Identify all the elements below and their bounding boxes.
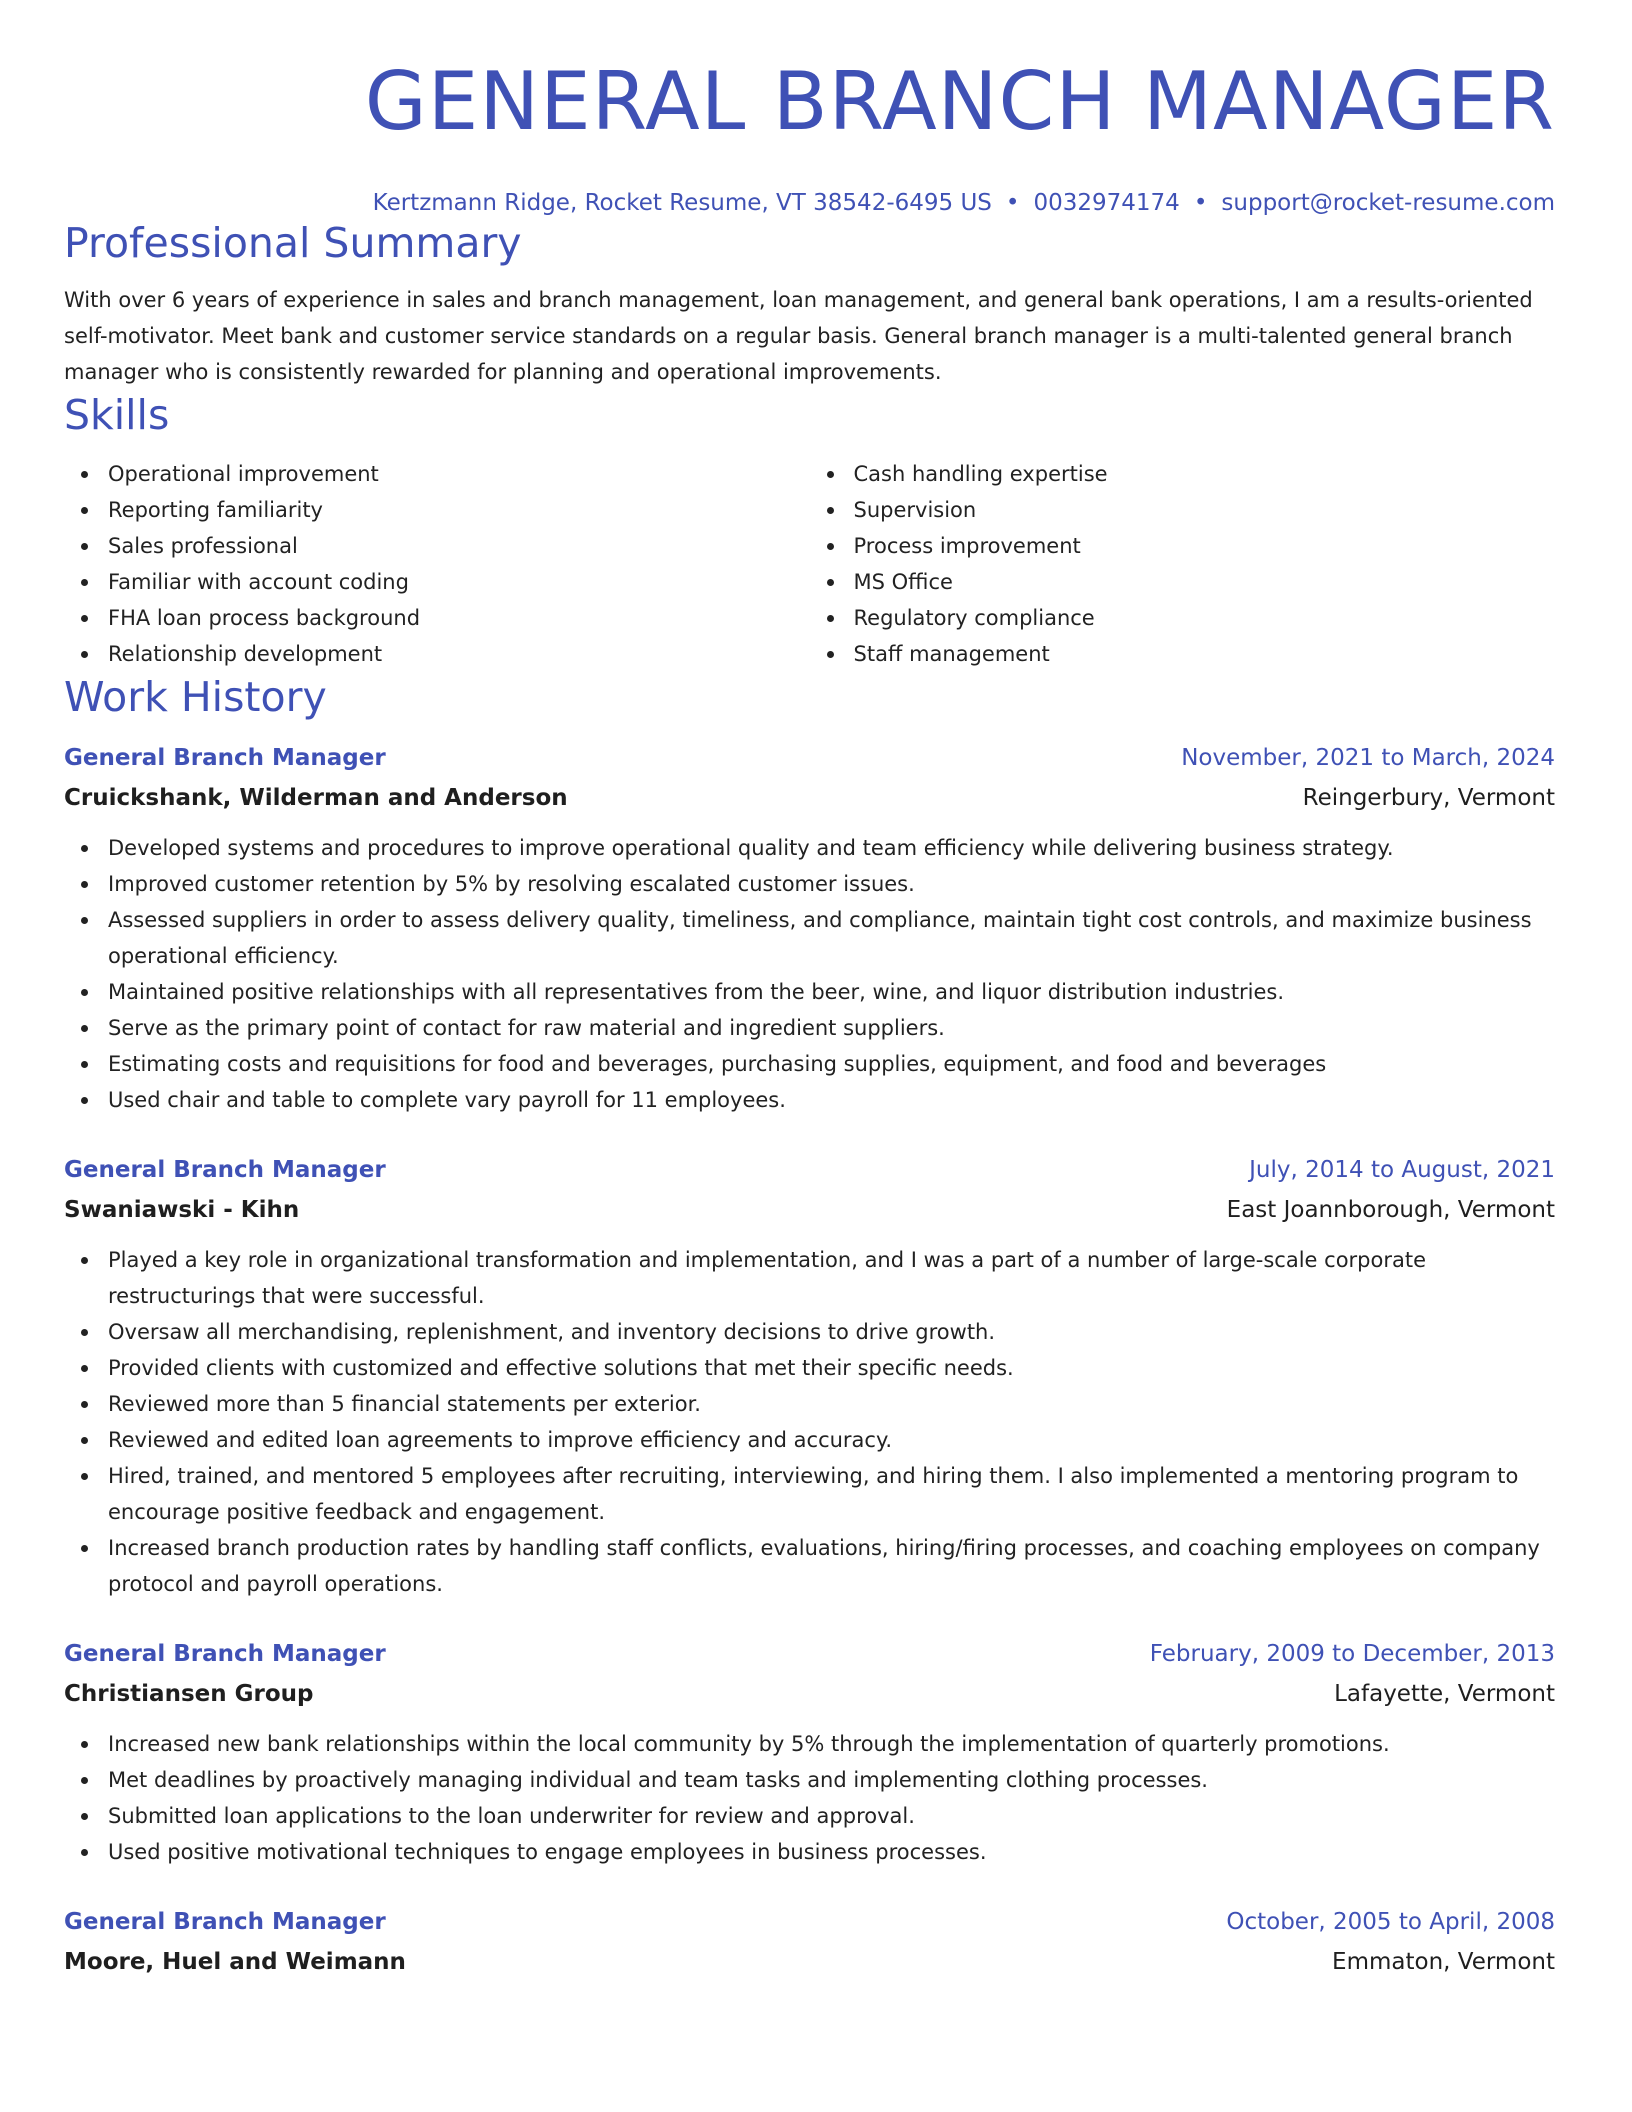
skills-column-right <box>810 456 1556 672</box>
resume-page <box>64 0 1555 1978</box>
job-bullet: Reviewed and edited loan agreements to improve efficiency and accuracy. <box>108 1422 1555 1458</box>
job-title: General Branch Manager <box>64 1909 386 1935</box>
job-bullet: Oversaw all merchandising, replenishment, and inventory decisions to drive growth. <box>108 1314 1555 1350</box>
skills-heading: Skills <box>64 391 170 439</box>
job-header <box>64 1638 1555 1670</box>
summary-text: With over 6 years of experience in sales and branch management, loan management, and general bank operations, I am a results-oriented self-motivator. Meet bank and customer service standards on a regular basis. General branch manager is a multi-talented general branch manager who is consistently rewarded for planning and operational improvements. <box>64 288 1533 384</box>
skill-item: Staff management <box>854 636 1556 672</box>
skill-item: Supervision <box>854 492 1556 528</box>
job-bullet: Increased new bank relationships within the local community by 5% through the implementation of quarterly promotions. <box>108 1726 1555 1762</box>
job-location: Reingerbury, Vermont <box>1302 785 1555 811</box>
contact-address: Kertzmann Ridge, Rocket Resume, VT 38542-6495 US <box>372 190 992 216</box>
job-header <box>64 1906 1555 1938</box>
job-bullets <box>64 830 1555 1118</box>
job-bullet: Serve as the primary point of contact for raw material and ingredient suppliers. <box>108 1010 1555 1046</box>
contact-email[interactable]: support@rocket-resume.com <box>1221 190 1555 216</box>
resume-title: GENERAL BRANCH MANAGER <box>364 55 1555 148</box>
job-header <box>64 742 1555 774</box>
skill-item: Sales professional <box>108 528 810 564</box>
job-location: Lafayette, Vermont <box>1334 1681 1555 1707</box>
job-bullet: Maintained positive relationships with all representatives from the beer, wine, and liquor distribution industries. <box>108 974 1555 1010</box>
job-dates: July, 2014 to August, 2021 <box>1249 1157 1555 1183</box>
summary-heading: Professional Summary <box>64 219 522 267</box>
work-history-heading: Work History <box>64 673 327 721</box>
job-bullet: Used chair and table to complete vary payroll for 11 employees. <box>108 1082 1555 1118</box>
job-company: Swaniawski - Kihn <box>64 1197 300 1223</box>
skill-item: Process improvement <box>854 528 1556 564</box>
job-dates: October, 2005 to April, 2008 <box>1226 1909 1555 1935</box>
job-bullet: Increased branch production rates by handling staff conflicts, evaluations, hiring/firing processes, and coaching employees on company protocol and payroll operations. <box>108 1530 1555 1602</box>
job-company: Cruickshank, Wilderman and Anderson <box>64 785 568 811</box>
job-title: General Branch Manager <box>64 1641 386 1667</box>
job-company: Christiansen Group <box>64 1681 314 1707</box>
skill-item: Familiar with account coding <box>108 564 810 600</box>
job-bullet: Used positive motivational techniques to engage employees in business processes. <box>108 1834 1555 1870</box>
job-bullet: Improved customer retention by 5% by resolving escalated customer issues. <box>108 866 1555 902</box>
skill-item: Relationship development <box>108 636 810 672</box>
job-subheader <box>64 1194 1555 1226</box>
skills-list <box>64 456 1555 672</box>
job-company: Moore, Huel and Weimann <box>64 1949 406 1975</box>
job-bullet: Played a key role in organizational transformation and implementation, and I was a part of a number of large-scale corporate restructurings that were successful. <box>108 1242 1555 1314</box>
skills-column-left <box>64 456 810 672</box>
job-bullet: Met deadlines by proactively managing individual and team tasks and implementing clothing processes. <box>108 1762 1555 1798</box>
job-location: East Joannborough, Vermont <box>1226 1197 1555 1223</box>
contact-separator: • <box>1193 190 1208 216</box>
skill-item: FHA loan process background <box>108 600 810 636</box>
job-bullets <box>64 1242 1555 1602</box>
contact-line <box>64 188 1555 218</box>
job-entry <box>64 1906 1555 1978</box>
job-subheader <box>64 1678 1555 1710</box>
job-bullet: Hired, trained, and mentored 5 employees after recruiting, interviewing, and hiring them. I also implemented a mentoring program to encourage positive feedback and engagement. <box>108 1458 1555 1530</box>
job-subheader <box>64 1946 1555 1978</box>
contact-phone: 0032974174 <box>1033 190 1180 216</box>
job-bullet: Assessed suppliers in order to assess delivery quality, timeliness, and compliance, maintain tight cost controls, and maximize business operational efficiency. <box>108 902 1555 974</box>
job-entry <box>64 742 1555 1118</box>
job-location: Emmaton, Vermont <box>1332 1949 1555 1975</box>
job-entry <box>64 1154 1555 1602</box>
skill-item: Cash handling expertise <box>854 456 1556 492</box>
job-bullet: Submitted loan applications to the loan underwriter for review and approval. <box>108 1798 1555 1834</box>
job-dates: November, 2021 to March, 2024 <box>1181 745 1555 771</box>
job-bullet: Reviewed more than 5 financial statements per exterior. <box>108 1386 1555 1422</box>
job-bullet: Provided clients with customized and effective solutions that met their specific needs. <box>108 1350 1555 1386</box>
job-bullets <box>64 1726 1555 1870</box>
skill-item: Operational improvement <box>108 456 810 492</box>
job-title: General Branch Manager <box>64 1157 386 1183</box>
skill-item: Reporting familiarity <box>108 492 810 528</box>
job-dates: February, 2009 to December, 2013 <box>1149 1641 1555 1667</box>
job-subheader <box>64 782 1555 814</box>
job-header <box>64 1154 1555 1186</box>
job-bullet: Developed systems and procedures to improve operational quality and team efficiency while delivering business strategy. <box>108 830 1555 866</box>
skill-item: MS Office <box>854 564 1556 600</box>
job-bullet: Estimating costs and requisitions for food and beverages, purchasing supplies, equipment, and food and beverages <box>108 1046 1555 1082</box>
skill-item: Regulatory compliance <box>854 600 1556 636</box>
job-title: General Branch Manager <box>64 745 386 771</box>
job-entry <box>64 1638 1555 1870</box>
contact-separator: • <box>1005 190 1020 216</box>
